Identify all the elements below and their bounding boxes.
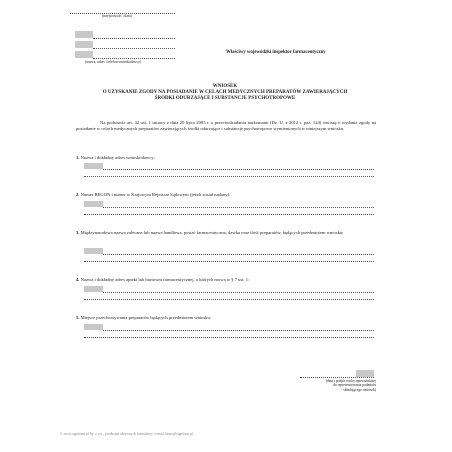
- applicant-line-2: [93, 48, 175, 49]
- item-1-line-1: [103, 169, 374, 170]
- item-2-number: 2.: [76, 192, 80, 197]
- item-3-line-1: [103, 254, 374, 255]
- signature-caption: [310, 379, 376, 392]
- signature-caption-line-3: składającego wniosek): [343, 387, 376, 392]
- item-3-number: 3.: [76, 230, 80, 235]
- item-4-text: Nazwa i dokładny adres apteki lub hurtowni farmaceutycznej, o których mowa w § 7 ust. 1:: [80, 277, 250, 282]
- item-2-text: Numer REGON i numer w Krajowym Rejestrze Sądowym (jeżeli został nadany):: [80, 192, 231, 197]
- form-title: [60, 84, 390, 102]
- item-4-label: [76, 277, 249, 283]
- applicant-field-2[interactable]: [75, 41, 93, 48]
- item-3-field[interactable]: [84, 248, 103, 254]
- item-2-label: [76, 192, 230, 198]
- applicant-field-3[interactable]: [75, 51, 93, 58]
- title-line-2: O UZYSKANIE ZGODY NA POSIADANIE W CELACH MEDYCZNYCH PREPARATÓW ZAWIERAJĄCYCH: [102, 90, 348, 95]
- item-2-line-1: [103, 207, 374, 208]
- applicant-line-1: [93, 38, 175, 39]
- item-1-number: 1.: [76, 155, 80, 160]
- item-5-line-1: [103, 330, 374, 331]
- item-4-line-1: [103, 292, 374, 293]
- item-5-text: Miejsce przechowywania preparatów będących przedmiotem wniosku:: [80, 315, 212, 320]
- item-1-line-2: [84, 176, 374, 177]
- item-3-label: [76, 230, 346, 236]
- place-date-caption: (miejscowość i data): [102, 14, 132, 18]
- title-line-1: WNIOSEK: [212, 84, 238, 89]
- footer-copyright: © www.signform.pl Sp. z o.o., producent aktywnych formularzy, e-mail: biuro@signform.pl: [60, 432, 194, 436]
- item-2-line-2: [84, 214, 374, 215]
- signature-line: [300, 377, 374, 378]
- item-5-label: [76, 315, 211, 321]
- item-2-field[interactable]: [84, 201, 103, 207]
- item-5-number: 5.: [76, 315, 80, 320]
- intro-paragraph: Na podstawie art. 42 ust. 1 ustawy z dnia 29 lipca 2005 r. o przeciwdziałaniu narkomanii (Dz. U. z 2012 r. poz. 124) wnoszę o wydanie zgody na posiadanie w celach medycznych preparatów zawierających środki odurzające i substancje psychotropowe wymienionych w niniejszym wniosku.: [76, 120, 376, 132]
- item-4-field[interactable]: [84, 286, 103, 292]
- item-3-line-2: [84, 261, 374, 262]
- item-5-line-2: [84, 337, 374, 338]
- applicant-field-1[interactable]: [75, 31, 93, 38]
- item-5-field[interactable]: [84, 324, 103, 330]
- item-1-label: [76, 155, 155, 161]
- item-3-text: Międzynarodowa nazwa zalecana lub nazwa handlowa, postać farmaceutyczna, dawka oraz ilość preparatów, będących przedmiotem wniosku:: [80, 230, 344, 235]
- signature-field[interactable]: [356, 370, 374, 377]
- item-4-line-2: [84, 299, 374, 300]
- item-1-field[interactable]: [84, 163, 103, 169]
- applicant-line-3: [93, 58, 175, 59]
- signature-caption-line-1: (data i podpis osoby upoważnionej: [325, 379, 376, 383]
- signature-caption-line-2: do reprezentowania podmiotu: [333, 383, 376, 388]
- item-1-text: Nazwa i dokładny adres wnioskodawcy:: [80, 155, 155, 160]
- recipient: Właściwy wojewódzki inspektor farmaceutyczny: [226, 50, 326, 55]
- item-4-number: 4.: [76, 277, 80, 282]
- applicant-caption: (nazwa, adres i telefon wnioskodawcy): [85, 60, 142, 64]
- title-line-3: ŚRODKI ODURZAJĄCE I SUBSTANCJE PSYCHOTROPOWE: [154, 96, 296, 101]
